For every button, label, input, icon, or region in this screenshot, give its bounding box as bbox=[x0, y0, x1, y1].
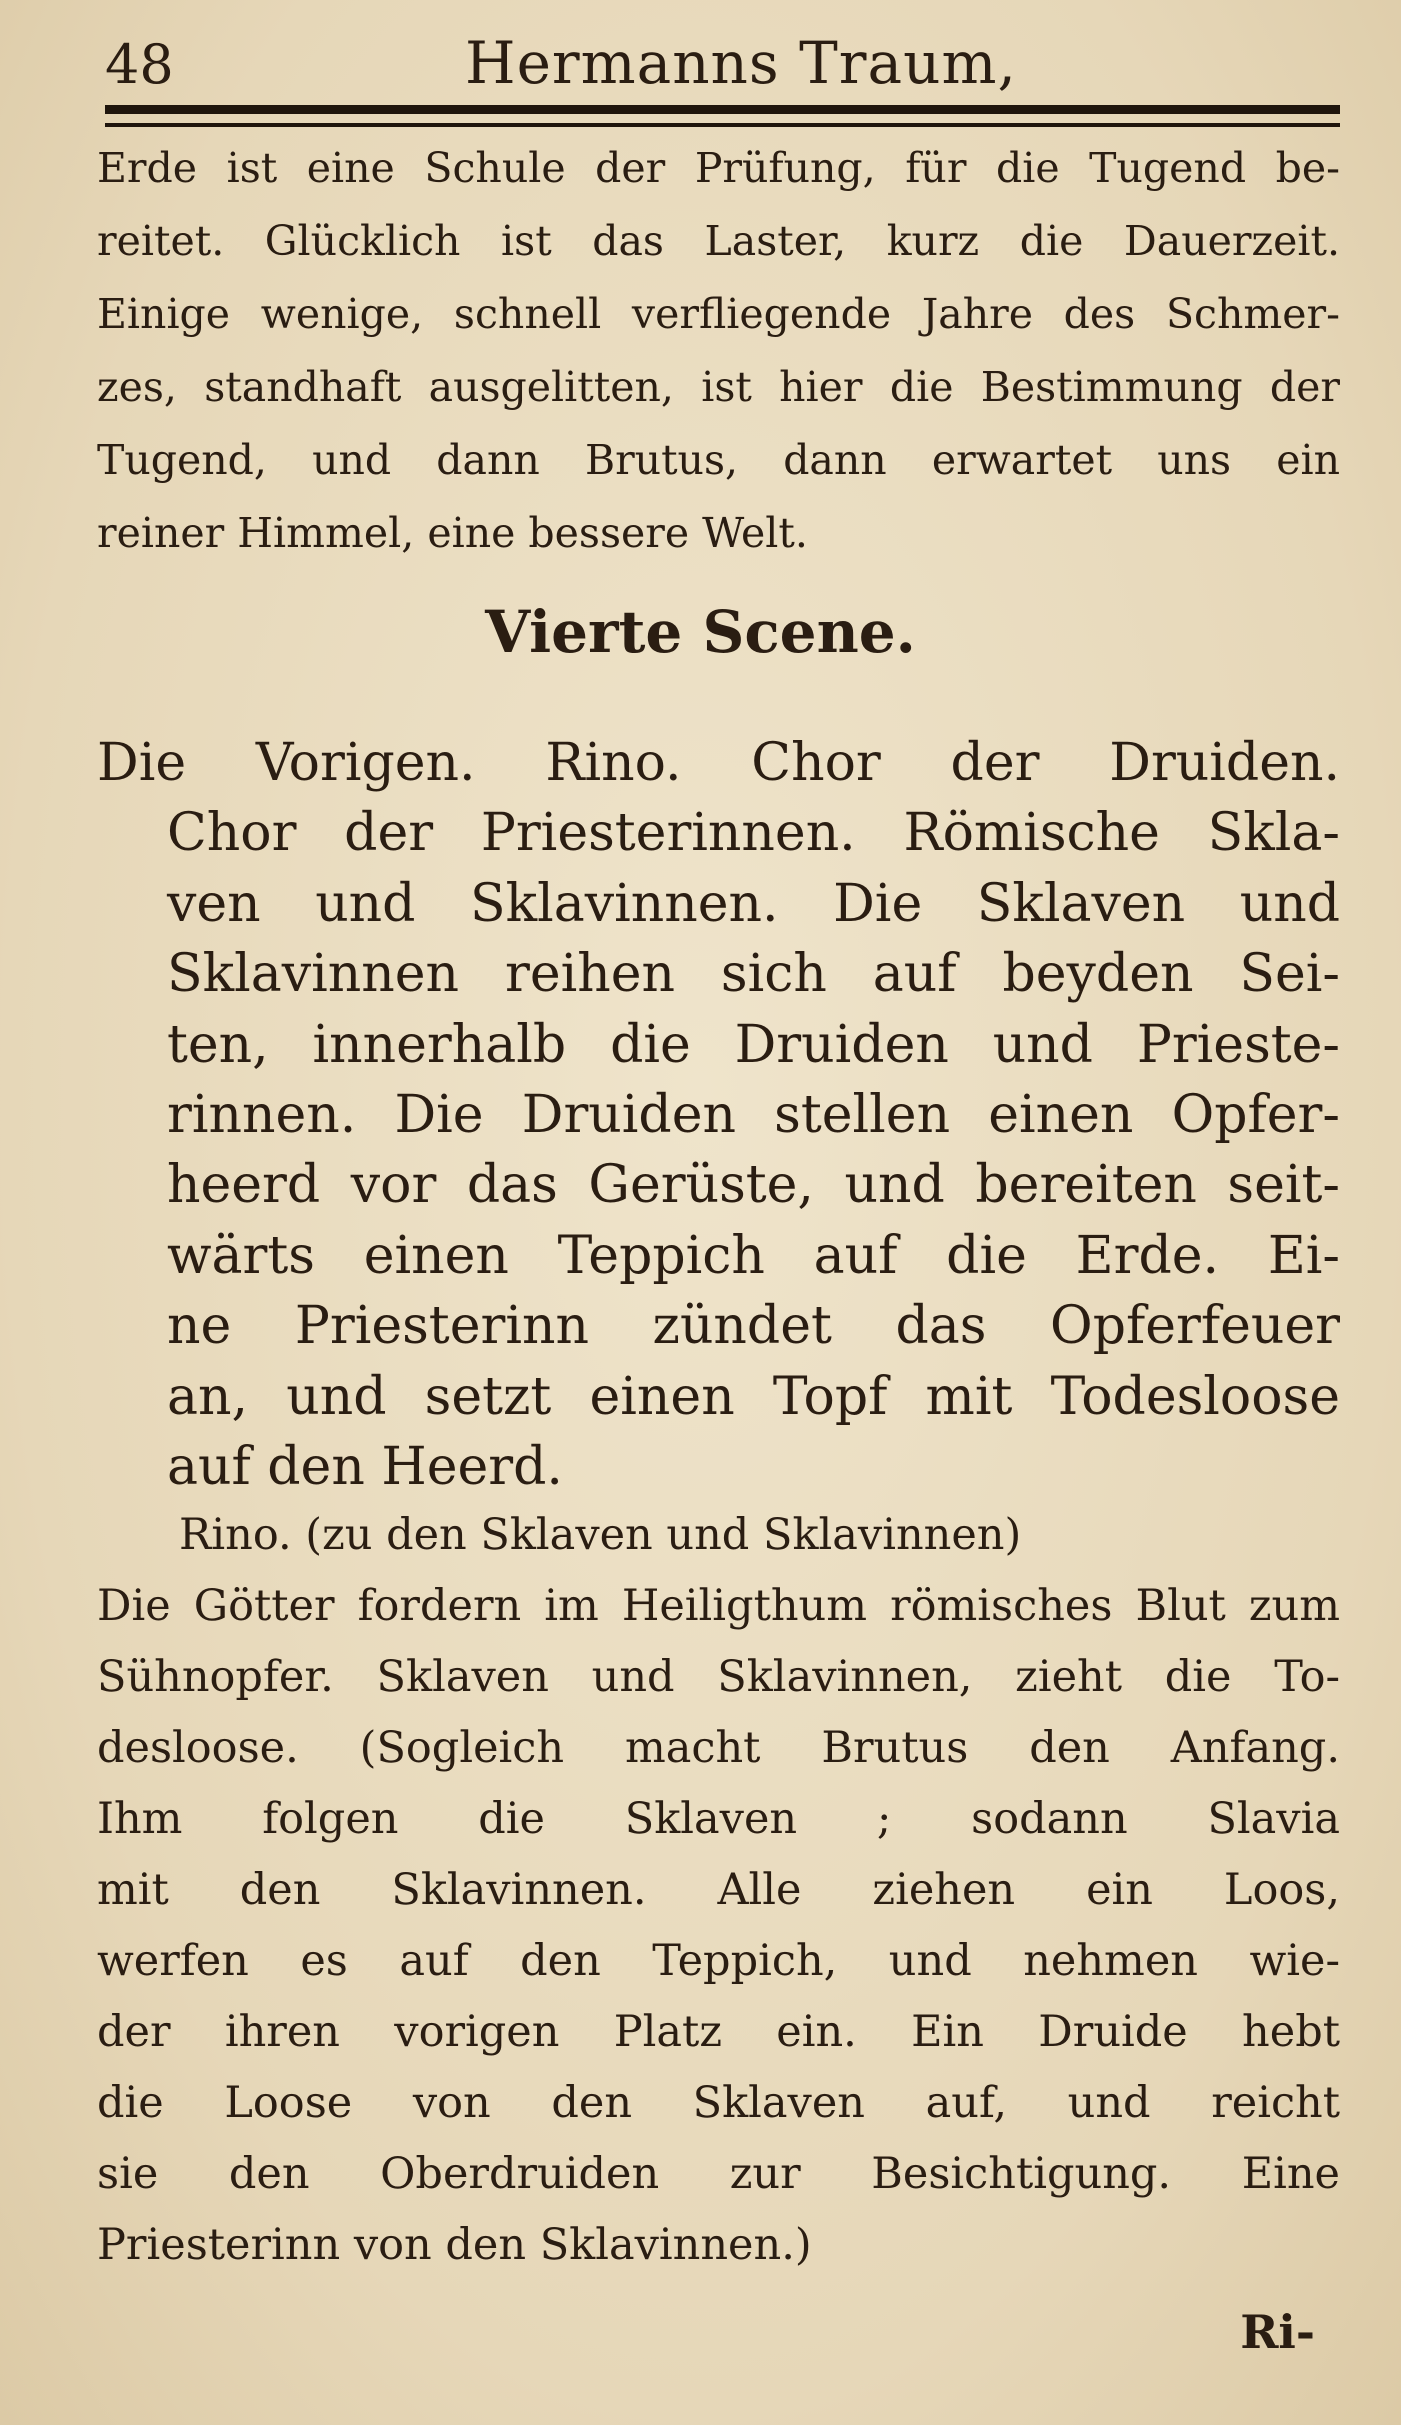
text-line: Tugend, und dann Brutus, dann erwartet uns ein bbox=[97, 436, 1340, 484]
scene-heading: Vierte Scene. bbox=[485, 598, 916, 666]
running-head: Hermanns Traum, bbox=[465, 29, 1017, 97]
text-line: an, und setzt einen Topf mit Todesloose bbox=[167, 1366, 1340, 1427]
text-line: Sklavinnen reihen sich auf beyden Sei- bbox=[167, 944, 1340, 1005]
text-line: Einige wenige, schnell verfliegende Jahre des Schmer- bbox=[97, 290, 1340, 338]
text-line: zes, standhaft ausgelitten, ist hier die Bestimmung der bbox=[97, 363, 1340, 411]
text-line: ne Priesterinn zündet das Opferfeuer bbox=[167, 1296, 1340, 1357]
text-line: Die Götter fordern im Heiligthum römisches Blut zum bbox=[97, 1581, 1340, 1631]
text-line: wärts einen Teppich auf die Erde. Ei- bbox=[167, 1225, 1340, 1286]
text-line: reitet. Glücklich ist das Laster, kurz die Dauerzeit. bbox=[97, 217, 1340, 265]
text-line: desloose. (Sogleich macht Brutus den Anfang. bbox=[97, 1723, 1340, 1773]
page-number: 48 bbox=[105, 33, 174, 96]
text-line: Sühnopfer. Sklaven und Sklavinnen, zieht die To- bbox=[97, 1652, 1340, 1702]
page-header bbox=[105, 25, 1340, 105]
text-line: auf den Heerd. bbox=[167, 1437, 563, 1498]
text-line: werfen es auf den Teppich, und nehmen wie- bbox=[97, 1936, 1340, 1986]
header-rule-thick bbox=[105, 105, 1340, 114]
catchword: Ri- bbox=[1240, 2305, 1315, 2359]
text-line: Chor der Priesterinnen. Römische Skla- bbox=[167, 803, 1340, 864]
text-line: Ihm folgen die Sklaven ; sodann Slavia bbox=[97, 1794, 1340, 1844]
speaker-line: Rino. (zu den Sklaven und Sklavinnen) bbox=[179, 1510, 1022, 1560]
text-line: reiner Himmel, eine bessere Welt. bbox=[97, 509, 808, 557]
text-line: der ihren vorigen Platz ein. Ein Druide hebt bbox=[97, 2007, 1340, 2057]
stage-direction bbox=[97, 728, 1340, 1502]
text-line: Priesterinn von den Sklavinnen.) bbox=[97, 2220, 812, 2270]
text-line: mit den Sklavinnen. Alle ziehen ein Loos, bbox=[97, 1865, 1340, 1915]
dialogue-block bbox=[97, 1500, 1340, 2281]
text-line: heerd vor das Gerüste, und bereiten seit- bbox=[167, 1155, 1340, 1216]
text-line: rinnen. Die Druiden stellen einen Opfer- bbox=[167, 1085, 1340, 1146]
text-line: Erde ist eine Schule der Prüfung, für die Tugend be- bbox=[97, 144, 1340, 192]
paragraph-continued bbox=[97, 132, 1340, 570]
text-line: ten, innerhalb die Druiden und Prieste- bbox=[167, 1014, 1340, 1075]
text-line: Die Vorigen. Rino. Chor der Druiden. bbox=[97, 733, 1340, 793]
text-line: die Loose von den Sklaven auf, und reicht bbox=[97, 2078, 1340, 2128]
header-rule-thin bbox=[105, 123, 1340, 127]
text-line: ven und Sklavinnen. Die Sklaven und bbox=[167, 873, 1340, 934]
text-line: sie den Oberdruiden zur Besichtigung. Eine bbox=[97, 2149, 1340, 2199]
